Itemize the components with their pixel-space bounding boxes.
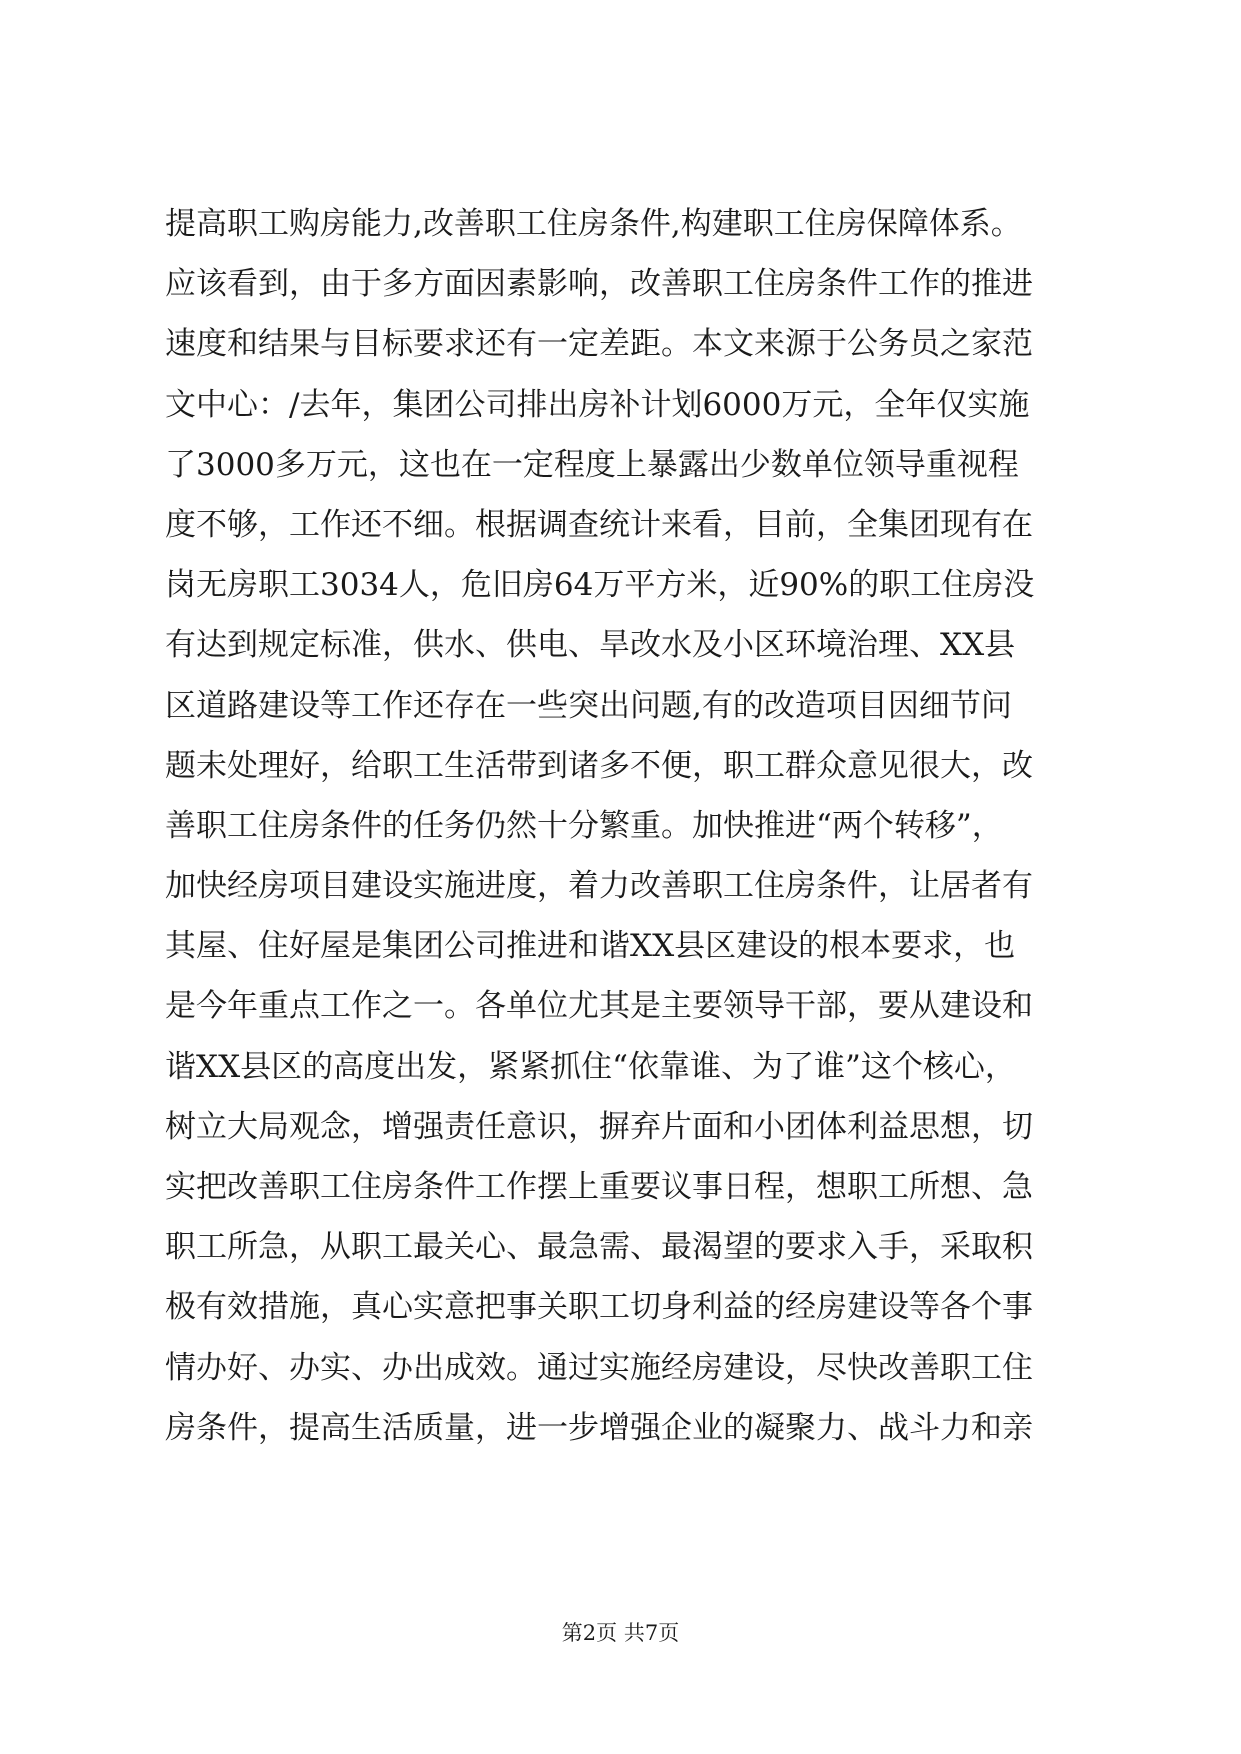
text-line: 题未处理好，给职工生活带到诸多不便，职工群众意见很大，改 — [165, 747, 1033, 784]
text-line: 加快经房项目建设实施进度，着力改善职工住房条件，让居者有 — [165, 868, 1033, 905]
text-line: 度不够，工作还不细。根据调查统计来看，目前，全集团现有在 — [165, 506, 1033, 543]
text-line: 情办好、办实、办出成效。通过实施经房建设，尽快改善职工住 — [165, 1349, 1033, 1386]
text-line: 实把改善职工住房条件工作摆上重要议事日程，想职工所想、急 — [165, 1169, 1033, 1205]
text-line: 有达到规定标准，供水、供电、旱改水及小区环境治理、XX县 — [165, 627, 1016, 664]
text-line: 是今年重点工作之一。各单位尤其是主要领导干部，要从建设和 — [165, 988, 1033, 1025]
body-paragraph — [165, 194, 1097, 1458]
text-line: 区道路建设等工作还存在一些突出问题,有的改造项目因细节问 — [165, 687, 1012, 724]
text-line: 文中心：/去年，集团公司排出房补计划6000万元，全年仅实施 — [165, 386, 1030, 423]
text-line: 职工所急，从职工最关心、最急需、最渴望的要求入手，采取积 — [165, 1229, 1033, 1266]
text-line: 房条件，提高生活质量，进一步增强企业的凝聚力、战斗力和亲 — [165, 1409, 1033, 1446]
text-line: 应该看到，由于多方面因素影响，改善职工住房条件工作的推进 — [165, 266, 1033, 303]
text-line: 其屋、住好屋是集团公司推进和谐XX县区建设的根本要求，也 — [165, 928, 1016, 965]
page-footer: 第2页 共7页 — [561, 1621, 680, 1645]
text-line: 了3000多万元，这也在一定程度上暴露出少数单位领导重视程 — [165, 446, 1019, 483]
text-line: 速度和结果与目标要求还有一定差距。本文来源于公务员之家范 — [165, 326, 1033, 363]
text-line: 谐XX县区的高度出发，紧紧抓住“依靠谁、为了谁”这个核心， — [165, 1048, 1016, 1085]
text-line: 树立大局观念，增强责任意识，摒弃片面和小团体利益思想，切 — [165, 1108, 1033, 1145]
text-line: 提高职工购房能力,改善职工住房条件,构建职工住房保障体系。 — [165, 206, 1022, 242]
text-line: 岗无房职工3034人，危旧房64万平方米，近90%的职工住房没 — [165, 567, 1035, 604]
text-line: 善职工住房条件的任务仍然十分繁重。加快推进“两个转移”， — [165, 807, 1003, 844]
text-line: 极有效措施，真心实意把事关职工切身利益的经房建设等各个事 — [165, 1289, 1033, 1326]
